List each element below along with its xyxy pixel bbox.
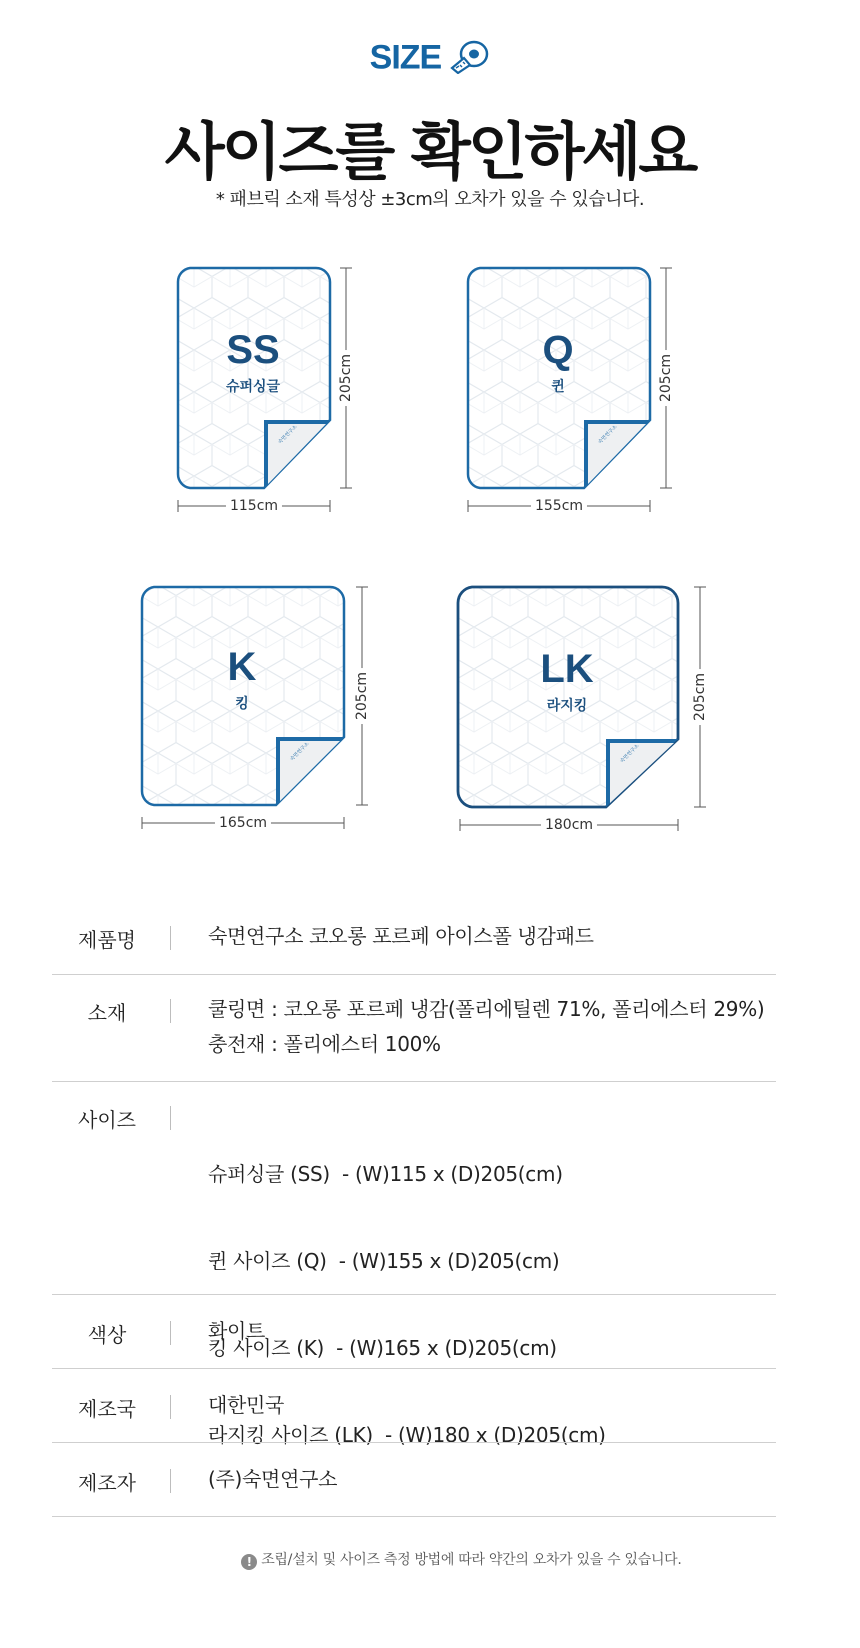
pad-name: 슈퍼싱글 xyxy=(225,379,281,395)
pad-width-label: 180cm xyxy=(541,817,597,833)
divider xyxy=(170,1321,171,1345)
pad-card-q xyxy=(466,266,676,514)
spec-label: 색상 xyxy=(87,1323,127,1347)
pad-code: LK xyxy=(540,647,594,691)
spec-value: 숙면연구소 코오롱 포르페 아이스폴 냉감패드 xyxy=(208,924,594,948)
pad-height-label: 205cm xyxy=(354,668,370,724)
size-line: 퀸 사이즈 (Q) - (W)155 x (D)205(cm) xyxy=(208,1249,560,1273)
svg-text:숙면연구소: 숙면연구소 xyxy=(277,424,299,446)
size-heading xyxy=(0,38,860,78)
tolerance-note: * 패브릭 소재 특성상 ±3cm의 오차가 있을 수 있습니다. xyxy=(215,189,645,210)
size-line: 킹 사이즈 (K) - (W)165 x (D)205(cm) xyxy=(208,1336,557,1360)
divider xyxy=(170,1106,171,1130)
spec-label: 제조자 xyxy=(78,1471,136,1495)
size-line: 라지킹 사이즈 (LK) - (W)180 x (D)205(cm) xyxy=(208,1423,606,1447)
svg-text:숙면연구소: 숙면연구소 xyxy=(597,424,619,446)
divider xyxy=(170,1469,171,1493)
spec-label: 제조국 xyxy=(78,1397,136,1421)
notice-text: 조립/설치 및 사이즈 측정 방법에 따라 약간의 오차가 있을 수 있습니다. xyxy=(261,1552,682,1568)
pad-card-ss xyxy=(176,266,356,514)
pad-height-label: 205cm xyxy=(658,350,674,406)
measuring-tape-icon xyxy=(450,38,490,78)
material-line: 쿨링면 : 코오롱 포르페 냉감(폴리에틸렌 71%, 폴리에스터 29%) xyxy=(208,997,765,1021)
size-word: SIZE xyxy=(369,38,442,77)
pad-code: K xyxy=(227,645,257,689)
spec-row-material xyxy=(52,975,776,1082)
spec-row-country xyxy=(52,1369,776,1443)
alert-icon: ! xyxy=(241,1554,257,1570)
spec-label: 제품명 xyxy=(78,928,136,952)
spec-label: 사이즈 xyxy=(78,1108,136,1132)
size-line: 슈퍼싱글 (SS) - (W)115 x (D)205(cm) xyxy=(208,1162,563,1186)
spec-value: 대한민국 xyxy=(208,1393,285,1417)
divider xyxy=(170,999,171,1023)
spec-value xyxy=(208,995,764,1059)
pad-width-label: 165cm xyxy=(215,815,271,831)
svg-text:숙면연구소: 숙면연구소 xyxy=(289,741,311,763)
pad-code: Q xyxy=(542,328,574,372)
page-title: 사이즈를 확인하세요 xyxy=(164,115,696,188)
size-header xyxy=(0,0,860,240)
spec-row-maker xyxy=(52,1443,776,1517)
svg-text:숙면연구소: 숙면연구소 xyxy=(619,743,641,765)
spec-table xyxy=(52,898,776,1569)
pad-width-label: 115cm xyxy=(226,498,282,514)
pad-name: 퀸 xyxy=(551,379,565,395)
pad-height-label: 205cm xyxy=(692,669,708,725)
pad-card-k xyxy=(140,585,372,835)
spec-row-product xyxy=(52,898,776,975)
pad-name: 라지킹 xyxy=(546,698,588,714)
material-line: 충전재 : 폴리에스터 100% xyxy=(208,1032,441,1056)
spec-label: 소재 xyxy=(87,1001,127,1025)
pad-name: 킹 xyxy=(235,696,249,712)
size-notice xyxy=(208,1530,682,1590)
divider xyxy=(170,926,171,950)
spec-value: (주)숙면연구소 xyxy=(208,1467,338,1491)
spec-value: 화이트 xyxy=(208,1319,266,1343)
pad-width-label: 155cm xyxy=(531,498,587,514)
pad-height-label: 205cm xyxy=(338,350,354,406)
pad-card-lk xyxy=(456,585,716,837)
divider xyxy=(170,1395,171,1419)
pad-code: SS xyxy=(226,328,280,372)
spec-row-color xyxy=(52,1295,776,1369)
